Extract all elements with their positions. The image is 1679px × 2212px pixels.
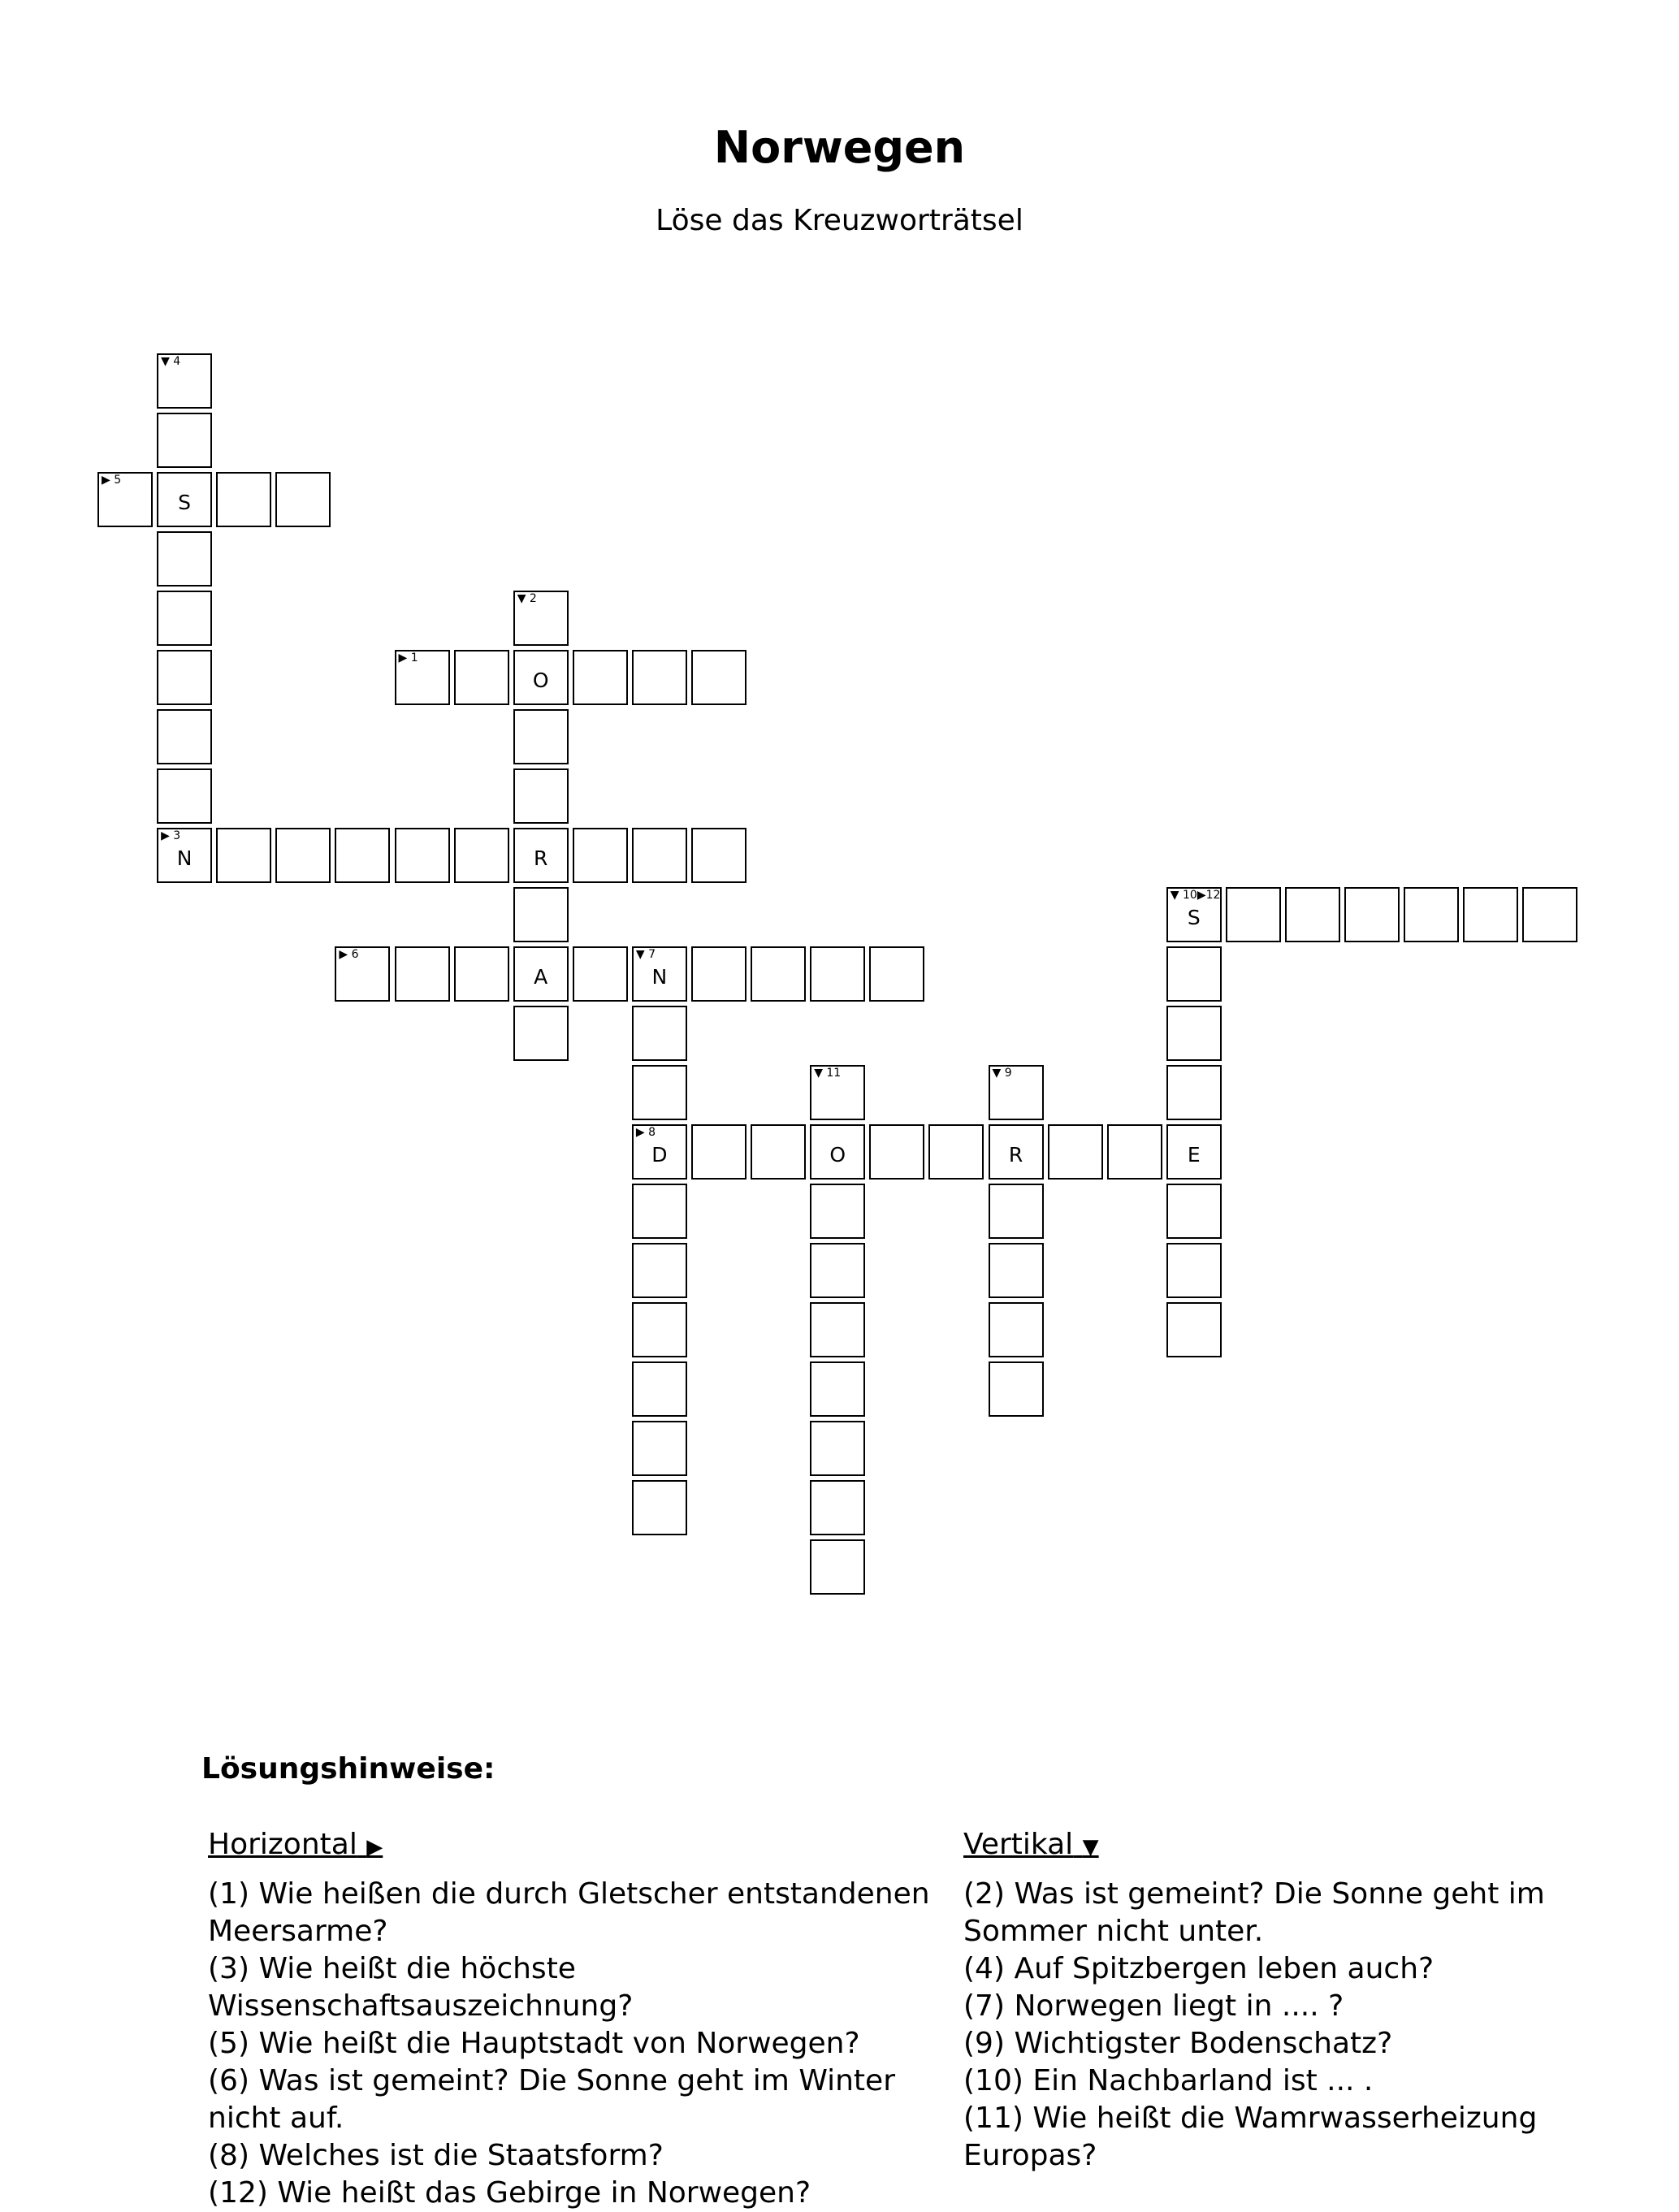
crossword-cell[interactable] [573, 946, 628, 1002]
clue-across-3: (3) Wie heißt die höchste Wissenschaftsauszeichnung? [208, 1952, 634, 2023]
crossword-cell[interactable] [513, 650, 569, 705]
crossword-cell[interactable] [1166, 946, 1222, 1002]
vertical-clues [963, 1826, 1581, 2175]
crossword-cell[interactable] [810, 1539, 865, 1595]
crossword-cell[interactable] [1166, 1184, 1222, 1239]
crossword-cell[interactable] [989, 1302, 1044, 1357]
crossword-cell[interactable] [691, 828, 746, 883]
crossword-cell[interactable] [395, 650, 450, 705]
horizontal-heading [208, 1826, 383, 1866]
crossword-cell[interactable] [1166, 1302, 1222, 1357]
crossword-cell[interactable] [513, 1006, 569, 1061]
crossword-cell[interactable] [1166, 1243, 1222, 1298]
crossword-cell[interactable] [869, 1124, 924, 1180]
crossword-cell[interactable] [1166, 887, 1222, 942]
crossword-cell[interactable] [335, 946, 390, 1002]
crossword-cell[interactable] [632, 1006, 687, 1061]
crossword-cell[interactable] [1344, 887, 1400, 942]
cell-letter: D [651, 1142, 668, 1167]
horizontal-label: Horizontal [208, 1828, 357, 1861]
clue-number-marker: ▶ 6 [339, 948, 359, 961]
crossword-cell[interactable] [810, 946, 865, 1002]
hints-heading: Lösungshinweise: [201, 1752, 495, 1786]
crossword-cell[interactable] [454, 946, 509, 1002]
crossword-cell[interactable] [97, 472, 153, 527]
clue-down-7: (7) Norwegen liegt in .... ? [963, 1989, 1344, 2023]
crossword-cell[interactable] [1048, 1124, 1103, 1180]
clue-across-6: (6) Was ist gemeint? Die Sonne geht im Winter nicht auf. [208, 2064, 895, 2135]
page-title: Norwegen [713, 122, 966, 173]
clue-number-marker: ▼ 10▶12 [1170, 889, 1221, 902]
arrow-down-icon: ▼ [1082, 1835, 1099, 1859]
crossword-cell[interactable] [573, 650, 628, 705]
crossword-cell[interactable] [691, 1124, 746, 1180]
crossword-cell[interactable] [810, 1302, 865, 1357]
crossword-cell[interactable] [1166, 1065, 1222, 1120]
clue-down-10: (10) Ein Nachbarland ist ... . [963, 2064, 1374, 2097]
clue-number-marker: ▼ 2 [517, 592, 537, 605]
crossword-cell[interactable] [395, 946, 450, 1002]
crossword-cell[interactable] [632, 1243, 687, 1298]
crossword-cell[interactable] [810, 1065, 865, 1120]
vertical-heading [963, 1826, 1099, 1866]
crossword-cell[interactable] [691, 946, 746, 1002]
cell-letter: S [178, 490, 192, 514]
clue-down-2: (2) Was ist gemeint? Die Sonne geht im Sommer nicht unter. [963, 1877, 1545, 1948]
cell-letter: R [1008, 1142, 1023, 1167]
crossword-cell[interactable] [157, 768, 212, 824]
crossword-cell[interactable] [632, 1480, 687, 1535]
crossword-cell[interactable] [632, 1124, 687, 1180]
crossword-cell[interactable] [216, 472, 271, 527]
crossword-cell[interactable] [454, 650, 509, 705]
crossword-cell[interactable] [395, 828, 450, 883]
crossword-cell[interactable] [513, 768, 569, 824]
vertical-label: Vertikal [963, 1828, 1074, 1861]
crossword-cell[interactable] [751, 1124, 806, 1180]
crossword-cell[interactable] [1285, 887, 1340, 942]
crossword-cell[interactable] [513, 709, 569, 764]
crossword-cell[interactable] [1404, 887, 1459, 942]
cell-letter: S [1187, 905, 1201, 929]
clue-number-marker: ▼ 7 [635, 948, 656, 961]
crossword-cell[interactable] [810, 1124, 865, 1180]
page-subtitle: Löse das Kreuzworträtsel [656, 204, 1023, 237]
clue-number-marker: ▼ 9 [992, 1067, 1012, 1080]
crossword-cell[interactable] [810, 1421, 865, 1476]
clue-down-4: (4) Auf Spitzbergen leben auch? [963, 1952, 1435, 1985]
clue-down-11: (11) Wie heißt die Wamrwasserheizung Europas? [963, 2102, 1538, 2172]
crossword-cell[interactable] [810, 1480, 865, 1535]
crossword-cell[interactable] [454, 828, 509, 883]
crossword-cell[interactable] [157, 531, 212, 587]
clue-number-marker: ▶ 1 [398, 651, 418, 664]
cell-letter: E [1187, 1142, 1201, 1167]
crossword-cell[interactable] [275, 472, 331, 527]
crossword-cell[interactable] [275, 828, 331, 883]
clue-across-12: (12) Wie heißt das Gebirge in Norwegen? [208, 2176, 811, 2210]
crossword-cell[interactable] [869, 946, 924, 1002]
crossword-cell[interactable] [989, 1065, 1044, 1120]
crossword-cell[interactable] [810, 1184, 865, 1239]
crossword-cell[interactable] [573, 828, 628, 883]
crossword-cell[interactable] [632, 650, 687, 705]
crossword-cell[interactable] [1226, 887, 1281, 942]
crossword-cell[interactable] [632, 1065, 687, 1120]
crossword-cell[interactable] [157, 709, 212, 764]
clue-across-1: (1) Wie heißen die durch Gletscher entstandenen Meersarme? [208, 1877, 930, 1948]
crossword-cell[interactable] [989, 1243, 1044, 1298]
clue-across-8: (8) Welches ist die Staatsform? [208, 2139, 664, 2172]
crossword-cell[interactable] [1166, 1006, 1222, 1061]
crossword-cell[interactable] [632, 1421, 687, 1476]
crossword-cell[interactable] [928, 1124, 984, 1180]
cell-letter: R [534, 846, 548, 870]
cell-letter: O [532, 668, 549, 692]
crossword-cell[interactable] [632, 1184, 687, 1239]
cell-letter: O [829, 1142, 846, 1167]
crossword-cell[interactable] [632, 1302, 687, 1357]
cell-letter: A [534, 964, 548, 989]
clue-number-marker: ▼ 4 [161, 355, 181, 368]
crossword-cell[interactable] [513, 828, 569, 883]
crossword-cell[interactable] [157, 828, 212, 883]
crossword-cell[interactable] [632, 1361, 687, 1417]
horizontal-clues [208, 1826, 947, 2212]
crossword-cell[interactable] [157, 472, 212, 527]
crossword-cell[interactable] [513, 946, 569, 1002]
crossword-cell[interactable] [810, 1361, 865, 1417]
crossword-cell[interactable] [513, 591, 569, 646]
crossword-cell[interactable] [1166, 1124, 1222, 1180]
clue-down-9: (9) Wichtigster Bodenschatz? [963, 2027, 1393, 2060]
crossword-cell[interactable] [513, 887, 569, 942]
crossword-cell[interactable] [989, 1361, 1044, 1417]
crossword-cell[interactable] [691, 650, 746, 705]
crossword-cell[interactable] [157, 650, 212, 705]
clue-number-marker: ▶ 3 [161, 829, 181, 842]
clue-number-marker: ▶ 5 [102, 474, 122, 487]
crossword-cell[interactable] [1107, 1124, 1162, 1180]
crossword-cell[interactable] [1522, 887, 1577, 942]
crossword-cell[interactable] [157, 591, 212, 646]
crossword-cell[interactable] [335, 828, 390, 883]
arrow-right-icon: ▶ [366, 1835, 383, 1859]
clue-across-5: (5) Wie heißt die Hauptstadt von Norwegen? [208, 2027, 860, 2060]
crossword-cell[interactable] [751, 946, 806, 1002]
crossword-cell[interactable] [216, 828, 271, 883]
crossword-cell[interactable] [157, 413, 212, 468]
crossword-cell[interactable] [632, 946, 687, 1002]
crossword-cell[interactable] [810, 1243, 865, 1298]
clue-number-marker: ▼ 11 [814, 1067, 842, 1080]
crossword-cell[interactable] [157, 353, 212, 409]
crossword-cell[interactable] [989, 1124, 1044, 1180]
cell-letter: N [176, 846, 193, 870]
cell-letter: N [651, 964, 668, 989]
crossword-cell[interactable] [1463, 887, 1518, 942]
crossword-cell[interactable] [632, 828, 687, 883]
clue-number-marker: ▶ 8 [635, 1126, 656, 1139]
crossword-cell[interactable] [989, 1184, 1044, 1239]
